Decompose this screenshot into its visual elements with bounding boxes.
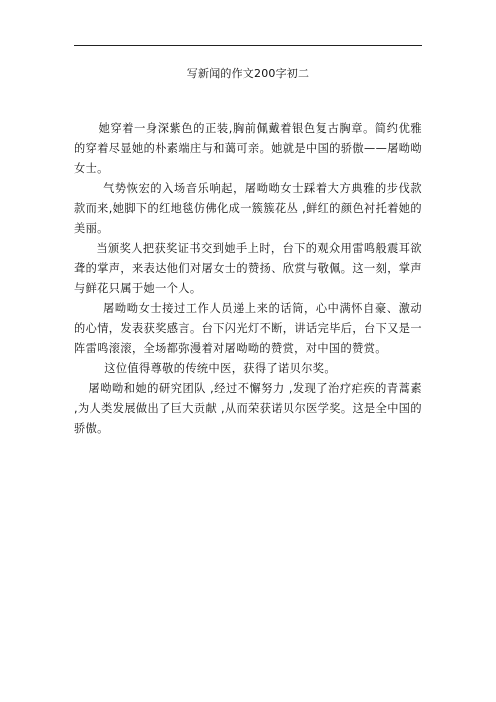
paragraph-2: 气势恢宏的入场音乐响起，屠呦呦女士踩着大方典雅的步伐款款而来,她脚下的红地毯仿佛化成一簇簇花丛 ,鲜红的颜色衬托着她的美丽。 (74, 182, 422, 235)
paragraph-3: 当颁奖人把获奖证书交到她手上时，台下的观众用雷鸣般震耳欲聋的掌声，来表达他们对屠女士的赞扬、欣赏与敬佩。这一刻，掌声与鲜花只属于她一个人。 (74, 242, 422, 295)
paragraph-6: 屠呦呦和她的研究团队 ,经过不懈努力 ,发现了治疗疟疾的青蒿素 ,为人类发展做出了巨大贡献 ,从而荣获诺贝尔医学奖。这是全中国的骄傲。 (74, 382, 422, 435)
paragraph-4: 屠呦呦女士接过工作人员递上来的话筒，心中满怀自豪、激动的心情，发表获奖感言。台下闪光灯不断，讲话完毕后，台下又是一阵雷鸣滚滚，全场都弥漫着对屠呦呦的赞赏，对中国的赞赏。 (74, 302, 422, 355)
paragraph-1: 她穿着一身深紫色的正装,胸前佩戴着银色复古胸章。简约优雅的穿着尽显她的朴素端庄与和蔼可亲。她就是中国的骄傲——屠呦呦女士。 (74, 122, 422, 175)
header-divider (74, 45, 422, 46)
paragraph-5: 这位值得尊敬的传统中医，获得了诺贝尔奖。 (104, 362, 336, 375)
document-title: 写新闻的作文200字初二 (186, 67, 310, 80)
document-body (74, 119, 422, 439)
